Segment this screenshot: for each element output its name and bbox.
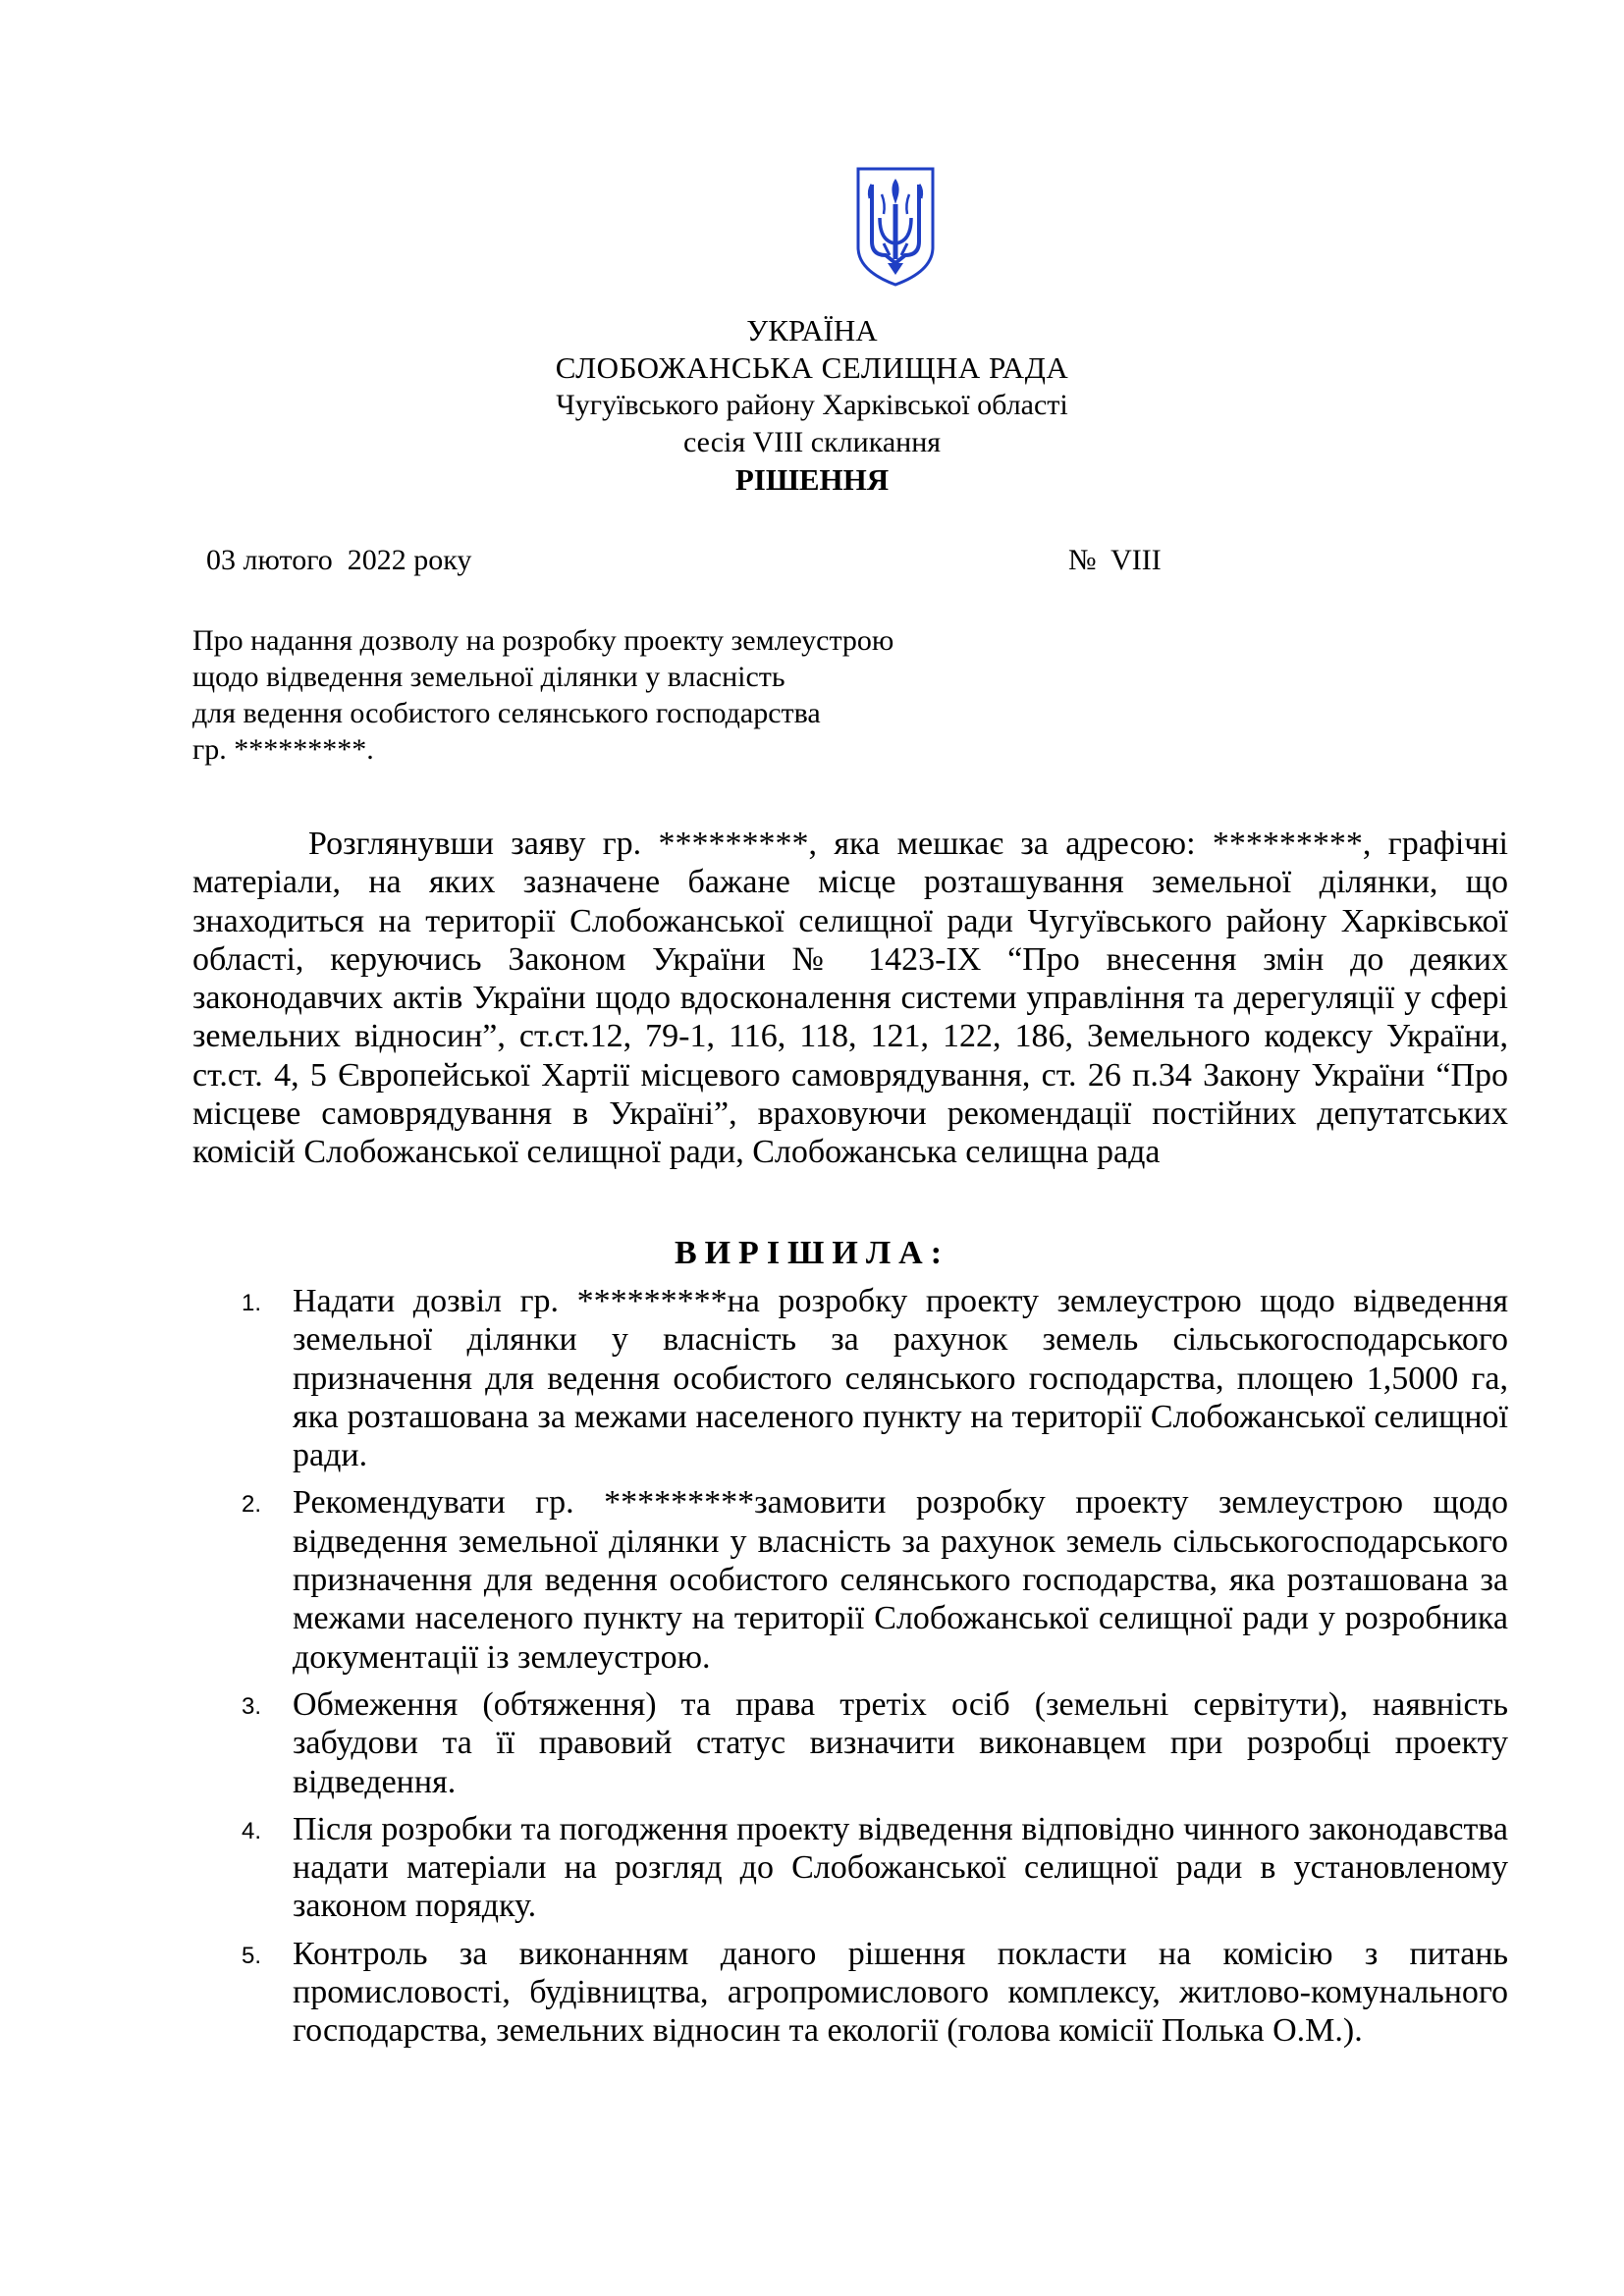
decision-list bbox=[192, 1282, 1508, 2051]
decision-item bbox=[192, 1810, 1508, 1926]
decision-text: Надати дозвіл гр. *********на розробку проекту землеустрою щодо відведення земельної ділянки у власність за рахунок земель сільськогосподарського призначення для ведення особистого селянського господарства, площею 1,5000 га, яка розташована за межами населеного пункту на території Слобожанської селищної ради. bbox=[293, 1283, 1508, 1474]
decided-heading: ВИРІШИЛА: bbox=[674, 1235, 950, 1271]
decision-item bbox=[192, 1685, 1508, 1801]
subject-line: для ведення особистого селянського господарства bbox=[192, 697, 821, 729]
decision-number: 5. bbox=[242, 1942, 262, 1969]
subject-line: Про надання дозволу на розробку проекту землеустрою bbox=[192, 624, 894, 657]
decision-item bbox=[192, 1935, 1508, 2051]
decision-item bbox=[192, 1483, 1508, 1676]
header-doc-type: РІШЕННЯ bbox=[734, 462, 890, 497]
decision-text: Після розробки та погодження проекту відведення відповідно чинного законодавства надати матеріали на розгляд до Слобожанської селищної ради в установленому законом порядку. bbox=[293, 1810, 1508, 1925]
decision-number: 2. bbox=[242, 1491, 262, 1519]
header-country: УКРАЇНА bbox=[746, 313, 878, 347]
document-number: № VIII bbox=[1068, 544, 1162, 576]
document-date: 03 лютого 2022 року bbox=[206, 544, 472, 576]
decision-number: 4. bbox=[242, 1817, 262, 1844]
subject-line: гр. *********. bbox=[192, 733, 374, 766]
decision-number: 3. bbox=[242, 1692, 262, 1720]
coat-of-arms-icon bbox=[854, 165, 937, 289]
document-header bbox=[0, 312, 1624, 499]
decision-text: Контроль за виконанням даного рішення покласти на комісію з питань промисловості, будівництва, агропромислового комплексу, житлово-комунального господарства, земельних відносин та екології (голова комісії Полька О.М.). bbox=[293, 1935, 1508, 2050]
header-session: сесія VIII скликання bbox=[682, 426, 942, 458]
preamble-paragraph: Розглянувши заяву гр. *********, яка мешкає за адресою: *********, графічні матеріали, на яких зазначене бажане місце розташування земельної ділянки, що знаходиться на території Слобожанської селищної ради Чугуївського району Харківської області, керуючись Законом України № 1423-IX “Про внесення змін до деяких законодавчих актів України щодо вдосконалення системи управління та дерегуляції у сфері земельних відносин”, ст.ст.12, 79-1, 116, 118, 121, 122, 186, Земельного кодексу України, ст.ст. 4, 5 Європейської Хартії місцевого самоврядування, ст. 26 п.34 Закону України “Про місцеве самоврядування в Україні”, враховуючи рекомендації постійних депутатських комісій Слобожанської селищної ради, Слобожанська селищна рада bbox=[192, 826, 1508, 1171]
decision-text: Обмеження (обтяження) та права третіх осіб (земельні сервітути), наявність забудови та її правовий статус визначити виконавцем при розробці проекту відведення. bbox=[293, 1685, 1508, 1800]
decision-text: Рекомендувати гр. *********замовити розробку проекту землеустрою щодо відведення земельної ділянки у власність за рахунок земель сільськогосподарського призначення для ведення особистого селянського господарства, яка розташована за межами населеного пункту на території Слобожанської селищної ради у розробника документації із землеустрою. bbox=[293, 1484, 1508, 1676]
decision-item bbox=[192, 1282, 1508, 1474]
header-district: Чугуївського району Харківської області bbox=[556, 389, 1068, 421]
decision-number: 1. bbox=[242, 1290, 262, 1316]
header-council: СЛОБОЖАНСЬКА СЕЛИЩНА РАДА bbox=[555, 350, 1069, 385]
document-subject bbox=[192, 622, 939, 768]
subject-line: щодо відведення земельної ділянки у власність bbox=[192, 661, 785, 693]
